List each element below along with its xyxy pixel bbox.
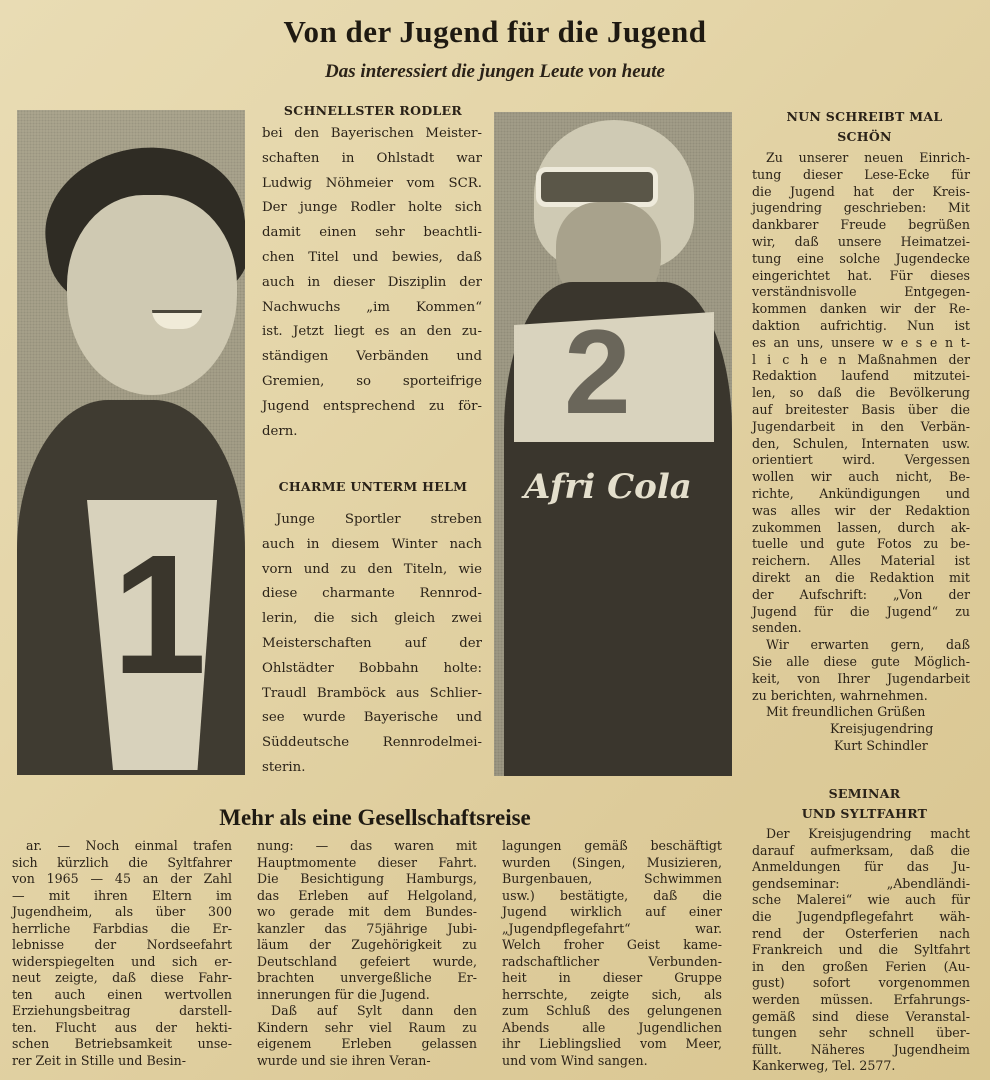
text-line: keit, von Ihrer Jugendarbeit	[752, 670, 970, 686]
text-line: sterin.	[262, 759, 306, 775]
text-line: len, so daß die Bevölkerung	[752, 385, 970, 401]
text-line: Ohlstädter Bobbahn holte:	[262, 660, 482, 676]
text-line: l i c h e n Maßnahmen der	[752, 351, 970, 367]
signature-name: Kurt Schindler	[834, 737, 928, 753]
page-title: Von der Jugend für die Jugend	[283, 14, 707, 49]
text-line: Süddeutsche Rennrodelmei-	[262, 735, 482, 751]
text-line: jugendring geschrieben: Mit	[752, 200, 970, 216]
text-line: schen Betriebsamkeit unse-	[12, 1036, 232, 1051]
text-line: kanzler das 75jährige Jubi-	[257, 920, 477, 936]
text-line: Daß auf Sylt dann den	[271, 1003, 477, 1018]
article-reise-col3	[502, 838, 722, 1069]
text-line: usw.) bestätigte, daß die	[502, 887, 722, 903]
text-line: ten. Flucht aus der hekti-	[12, 1019, 232, 1035]
text-line: richte, Ankündigungen und	[752, 485, 970, 501]
text-line: chen Titel und bewies, daß	[262, 249, 482, 265]
text-line: lerin, die sich gleich zwei	[262, 611, 482, 627]
text-line: see wurde Bayerische und	[262, 710, 482, 726]
text-line: Wir erwarten gern, daß	[766, 637, 970, 653]
text-line: gemäß sind diese Veranstal-	[752, 1008, 970, 1024]
text-line: tuelle und gute Fotos zu be-	[752, 536, 970, 552]
text-line: Ludwig Nöhmeier vom SCR.	[262, 175, 482, 191]
text-line: gendseminar: „Abendländi-	[752, 875, 970, 891]
text-line: tungen sehr schnell über-	[752, 1025, 970, 1041]
bib-number: 1	[112, 520, 207, 710]
text-line: innerungen für die Jugend.	[257, 986, 430, 1002]
text-line: tung eine solche Jugendecke	[752, 250, 970, 266]
text-line: Burgenbauen, Schwimmen	[502, 871, 722, 886]
text-line: heit in dieser Gruppe	[502, 970, 722, 985]
text-line: wir, daß unsere Heimatzei-	[752, 233, 970, 249]
text-line: zu berichten, wahrnehmen.	[752, 687, 928, 703]
text-line: Sie alle diese gute Möglich-	[752, 653, 970, 669]
text-line: Jugend wirklich auf einer	[502, 904, 722, 919]
text-line: — mit ihren Eltern im	[12, 887, 232, 903]
text-line: ist. Jetzt liegt es an den zu-	[262, 324, 482, 340]
text-line: wo gerade mit dem Bundes-	[257, 904, 477, 919]
text-line: rer Zeit in Stille und Besin-	[12, 1052, 187, 1068]
article-reise-col1	[12, 838, 232, 1069]
text-line: auch in dieser Disziplin der	[262, 274, 482, 290]
text-line: wurden (Singen, Musizieren,	[502, 854, 722, 870]
text-line: ar. — Noch einmal trafen	[26, 838, 232, 853]
text-line: Traudl Bramböck aus Schlier-	[262, 685, 482, 701]
article-seminar-body	[752, 826, 970, 1075]
text-line: Welch froher Geist kame-	[502, 937, 722, 952]
bib-number: 2	[564, 305, 631, 439]
text-line: dankbarer Freude begrüßen	[752, 217, 970, 233]
page-subtitle: Das interessiert die jungen Leute von heute	[325, 61, 665, 82]
text-line: Kankerweg, Tel. 2577.	[752, 1058, 896, 1074]
headline-seminar-und-syltfahrt	[752, 784, 977, 824]
text-line: und vom Wind sangen.	[502, 1052, 648, 1068]
text-line: direkt an die Redaktion mit	[752, 569, 970, 585]
text-line: Frankreich und die Syltfahrt	[752, 942, 970, 958]
text-line: Kindern sehr viel Raum zu	[257, 1019, 477, 1035]
text-line: eingerichtet hat. Für dieses	[752, 267, 970, 283]
text-line: Der junge Rodler holte sich	[262, 200, 482, 216]
text-line: von 1965 — 45 an der Zahl	[12, 871, 232, 886]
text-line: rend der Osterferien nach	[752, 925, 970, 941]
text-line: reichern. Alles Material ist	[752, 553, 970, 569]
text-line: herrschte, zeigte sich, als	[502, 986, 722, 1002]
text-line: Erziehungsbeitrag darstell-	[12, 1003, 232, 1018]
text-line: es an uns, unsere w e s e n t-	[752, 334, 970, 350]
text-line: Jugendheim, als über 300	[12, 904, 232, 919]
text-line: Jugend für die Jugend“ zu	[752, 603, 970, 619]
text-line: damit einen sehr beachtli-	[262, 225, 482, 241]
text-line: läum der Zugehörigkeit zu	[257, 937, 477, 952]
text-line: sche Malerei“ wie auch für	[752, 892, 970, 908]
text-line: Junge Sportler streben	[276, 512, 482, 527]
text-line: Hauptmomente dieser Fahrt.	[257, 854, 477, 870]
text-line: vorn und zu den Titeln, wie	[262, 561, 482, 577]
text-line: füllt. Näheres Jugendheim	[752, 1041, 970, 1057]
text-line: auch in diesem Winter nach	[262, 536, 482, 552]
text-line: Nachwuchs „im Kommen“	[262, 299, 482, 315]
goggles-shape	[536, 167, 658, 207]
text-line: herrliche Farbdias die Er-	[12, 920, 232, 936]
text-line: die Jugend hat der Kreis-	[752, 183, 970, 199]
text-line: den, Schulen, Internaten usw.	[752, 435, 970, 451]
text-line: neut zeigte, daß diese Fahr-	[12, 970, 232, 985]
text-line: Deutschland gefeiert wurde,	[257, 953, 477, 969]
text-line: Redaktion laufend mitzutei-	[752, 368, 970, 384]
text-line: verständnisvolle Entgegen-	[752, 284, 970, 300]
text-line: was alles wir der Redaktion	[752, 502, 970, 518]
text-line: sich kürzlich die Syltfahrer	[12, 854, 232, 870]
text-line: dern.	[262, 423, 298, 439]
text-line: senden.	[752, 620, 802, 636]
article-schreibt-body	[752, 150, 970, 755]
headline-line: NUN SCHREIBT MAL	[786, 109, 943, 124]
text-line: Der Kreisjugendring macht	[766, 826, 970, 841]
headline-schnellster-rodler: SCHNELLSTER RODLER	[283, 103, 463, 118]
headline-line: UND SYLTFAHRT	[801, 806, 928, 821]
text-line: Anmeldungen für das Ju-	[752, 859, 970, 875]
text-line: daktion aufrichtig. Nun ist	[752, 317, 970, 333]
text-line: Jugend entsprechend zu för-	[262, 398, 482, 414]
bib-sponsor-text: Afri Cola	[524, 467, 692, 507]
text-line: lagungen gemäß beschäftigt	[502, 838, 722, 853]
text-line: Jugendarbeit in den Verbän-	[752, 418, 970, 434]
headline-line: SEMINAR	[828, 786, 901, 801]
text-line: auf breitester Basis über die	[752, 401, 970, 417]
text-line: lebnisse der Nordseefahrt	[12, 937, 232, 952]
text-line: nung: — das waren mit	[257, 838, 477, 853]
text-line: widerspiegelten und sich er-	[12, 953, 232, 969]
text-line: Meisterschaften auf der	[262, 635, 482, 651]
text-line: ihr Lieblingslied vom Meer,	[502, 1036, 722, 1051]
text-line: Abends alle Jugendlichen	[502, 1019, 722, 1035]
text-line: radschaftlicher Verbunden-	[502, 953, 722, 969]
closing-greeting: Mit freundlichen Grüßen	[766, 704, 926, 720]
headline-mehr-als-eine-gesellschaftsreise: Mehr als eine Gesellschaftsreise	[219, 805, 531, 830]
headline-charme-unterm-helm: CHARME UNTERM HELM	[278, 479, 468, 494]
text-line: orientiert wird. Vergessen	[752, 452, 970, 468]
text-line: wurde und sie ihren Veran-	[257, 1052, 431, 1068]
text-line: ten auch einen wertvollen	[12, 986, 232, 1002]
article-rodler-body	[262, 122, 482, 444]
text-line: Zu unserer neuen Einrich-	[766, 150, 970, 165]
text-line: diese charmante Rennrod-	[262, 586, 482, 602]
signature-organization: Kreisjugendring	[830, 721, 934, 737]
text-line: schaften in Ohlstadt war	[262, 150, 482, 166]
photo-rennrodlerin	[494, 112, 732, 776]
headline-line: SCHÖN	[837, 129, 892, 144]
article-reise-col2	[257, 838, 477, 1069]
text-line: werden müssen. Erfahrungs-	[752, 991, 970, 1007]
face-shape	[67, 195, 237, 395]
text-line: ständigen Verbänden und	[262, 349, 482, 365]
text-line: darauf aufmerksam, daß die	[752, 842, 970, 858]
text-line: bei den Bayerischen Meister-	[262, 126, 482, 141]
text-line: in den großen Ferien (Au-	[752, 958, 970, 974]
text-line: eigenem Erleben gelassen	[257, 1036, 477, 1051]
photo-rodler	[17, 110, 245, 775]
text-line: zukommen lassen, durch ak-	[752, 519, 970, 535]
text-line: das Erleben auf Helgoland,	[257, 887, 477, 903]
text-line: die Jugendpflegefahrt wäh-	[752, 908, 970, 924]
article-helm-body	[262, 508, 482, 781]
text-line: tung dieser Lese-Ecke für	[752, 166, 970, 182]
text-line: wollen wir auch nicht, Be-	[752, 469, 970, 485]
text-line: Die Besichtigung Hamburgs,	[257, 871, 477, 886]
text-line: „Jugendpflegefahrt“ war.	[502, 920, 722, 936]
text-line: Gremien, so sporteifrige	[262, 373, 482, 389]
text-line: der Aufschrift: „Von der	[752, 586, 970, 602]
headline-nun-schreibt-mal-schoen	[752, 107, 977, 147]
text-line: brachten unvergeßliche Er-	[257, 970, 477, 985]
text-line: zum Schluß des gelungenen	[502, 1003, 722, 1018]
text-line: gust) sofort vorgenommen	[752, 975, 970, 991]
text-line: kommen danken wir der Re-	[752, 301, 970, 317]
